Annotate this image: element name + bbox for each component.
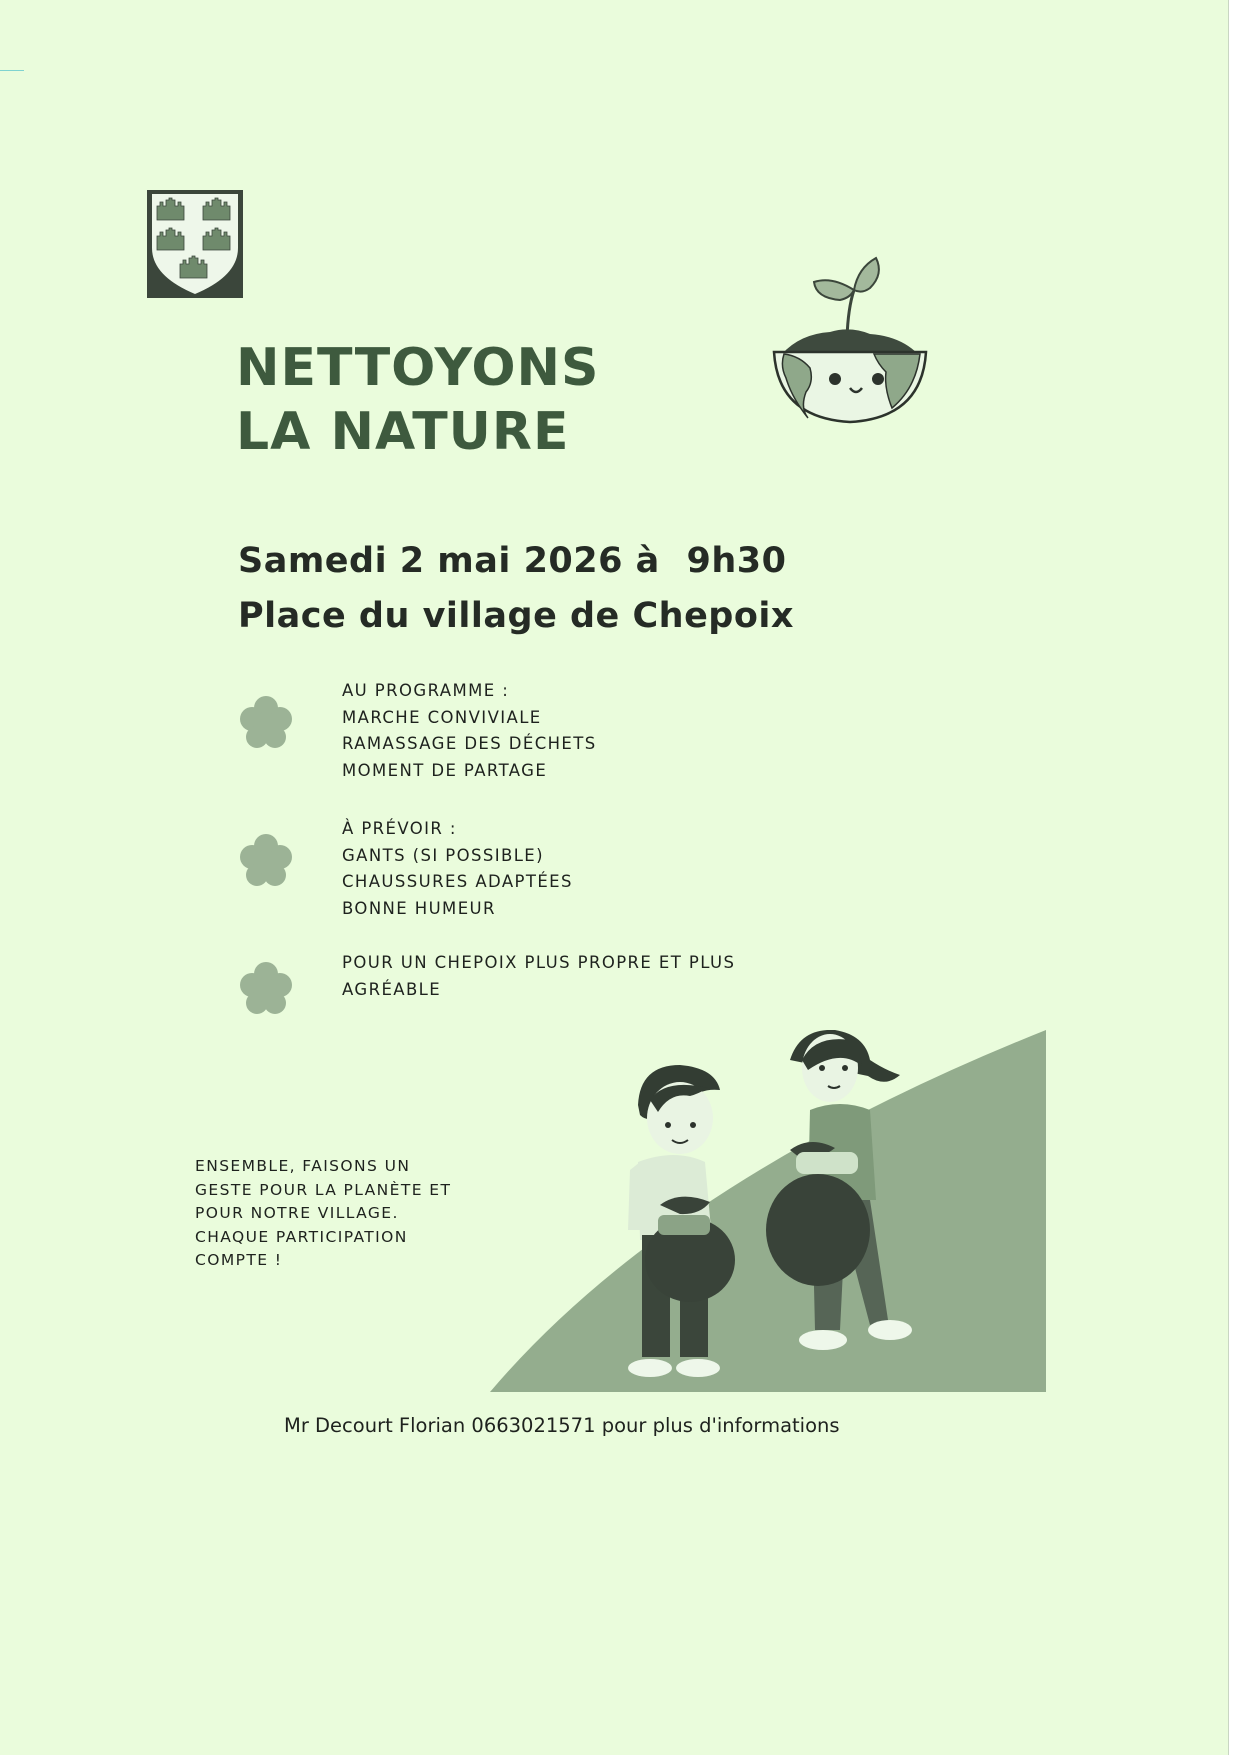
earth-sprout-icon xyxy=(770,248,930,424)
message-line: COMPTE ! xyxy=(195,1251,283,1269)
scan-mark xyxy=(0,70,24,71)
contact-info: Mr Decourt Florian 0663021571 pour plus d'informations xyxy=(284,1414,840,1437)
event-place: Place du village de Chepoix xyxy=(238,596,794,636)
scan-edge xyxy=(1228,0,1240,1755)
coat-of-arms-icon xyxy=(145,188,245,298)
program-item: RAMASSAGE DES DÉCHETS xyxy=(342,734,597,753)
goal-line: POUR UN CHEPOIX PLUS PROPRE ET PLUS xyxy=(342,953,736,972)
program-item: MARCHE CONVIVIALE xyxy=(342,707,542,727)
event-time: 9h30 xyxy=(686,541,787,581)
children-cleanup-illustration xyxy=(490,1030,1046,1392)
title-line-2: LA NATURE xyxy=(236,402,570,462)
together-message xyxy=(195,1155,451,1273)
bring-heading: À PRÉVOIR : xyxy=(342,819,457,838)
bring-item: CHAUSSURES ADAPTÉES xyxy=(342,872,573,891)
flower-icon xyxy=(240,832,292,890)
bring-item: GANTS (SI POSSIBLE) xyxy=(342,845,544,865)
event-date-line xyxy=(238,534,794,589)
event-date: Samedi 2 mai 2026 à xyxy=(238,541,660,581)
goal-line: AGRÉABLE xyxy=(342,979,442,999)
flower-icon xyxy=(240,694,292,752)
message-line: GESTE POUR LA PLANÈTE ET xyxy=(195,1180,452,1199)
event-details xyxy=(238,534,794,644)
title-line-1: NETTOYONS xyxy=(236,338,600,398)
message-line: ENSEMBLE, FAISONS UN xyxy=(195,1157,411,1175)
flower-icon xyxy=(240,960,292,1018)
message-line: POUR NOTRE VILLAGE. xyxy=(195,1204,399,1222)
flyer-title xyxy=(236,336,600,464)
program-heading: AU PROGRAMME : xyxy=(342,681,510,700)
bring-item: BONNE HUMEUR xyxy=(342,898,496,918)
message-line: CHAQUE PARTICIPATION xyxy=(195,1227,408,1246)
program-item: MOMENT DE PARTAGE xyxy=(342,760,548,780)
